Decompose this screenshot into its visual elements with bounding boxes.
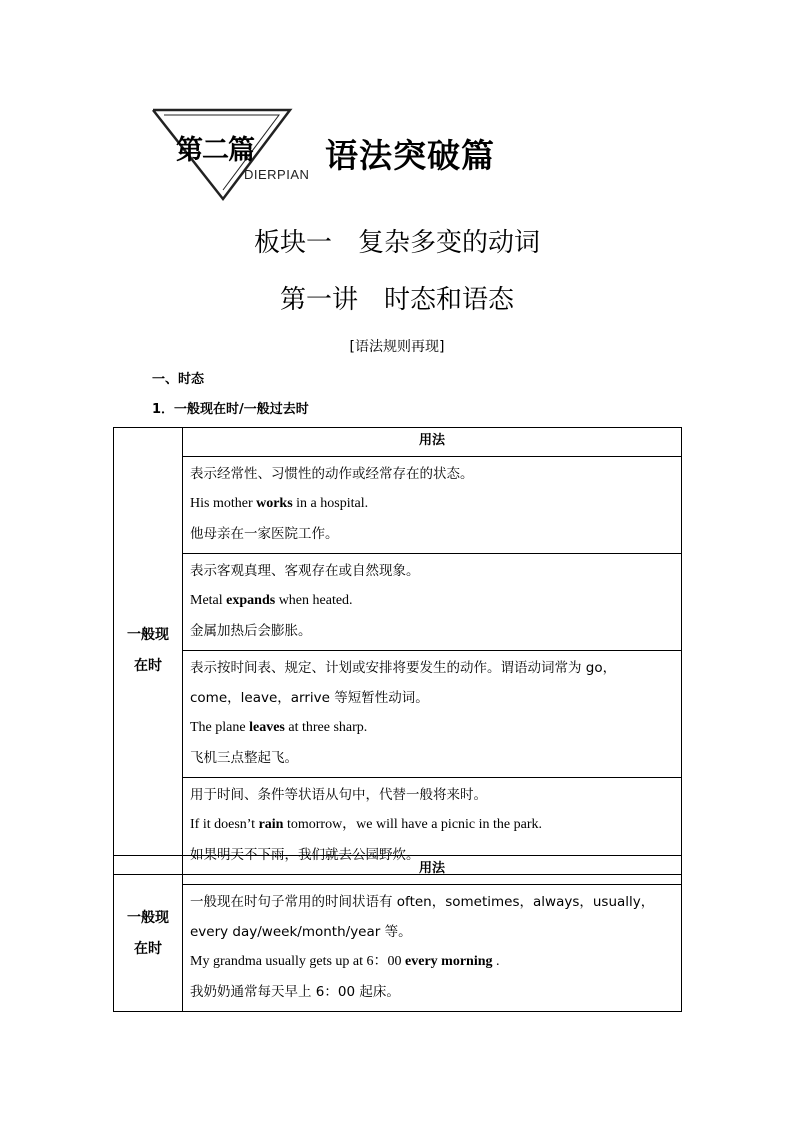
chapter-label: 第二篇	[176, 135, 254, 166]
example-en: His mother works in a hospital.	[190, 496, 369, 511]
rule-text: 用于时间、条件等状语从句中，代替一般将来时。	[190, 787, 487, 803]
usage-table-1	[113, 427, 682, 875]
heading-tense: 一、时态	[152, 372, 205, 387]
rule-text: 表示经常性、习惯性的动作或经常存在的状态。	[190, 466, 474, 482]
example-cn: 他母亲在一家医院工作。	[190, 526, 339, 542]
table-row	[183, 554, 682, 651]
lecture-title: 第一讲 时态和语态	[279, 285, 514, 315]
rule-text: 表示客观真理、客观存在或自然现象。	[190, 563, 420, 579]
table-header: 用法	[183, 428, 682, 457]
example-en: The plane leaves at three sharp.	[190, 720, 368, 735]
example-cn: 金属加热后会膨胀。	[190, 623, 312, 639]
table-side-label: 一般现 在时	[114, 856, 183, 1012]
table-row	[183, 885, 682, 1012]
rules-label: [语法规则再现]	[349, 339, 445, 355]
table-side-label: 一般现 在时	[114, 428, 183, 875]
example-en: Metal expands when heated.	[190, 593, 353, 608]
example-cn: 飞机三点整起飞。	[190, 750, 298, 766]
part-title: 语法突破篇	[325, 136, 495, 175]
section-title: 板块一 复杂多变的动词	[253, 228, 540, 258]
example-cn: 如果明天不下雨，我们就去公园野炊。	[190, 847, 420, 863]
rule-text: 表示按时间表、规定、计划或安排将要发生的动作。谓语动词常为 go，	[190, 660, 617, 676]
example-cn: 我奶奶通常每天早上 6：00 起床。	[190, 984, 400, 1000]
example-en: If it doesn’t rain tomorrow，we will have a picnic in the park.	[190, 817, 543, 832]
rule-text-cont: every day/week/month/year 等。	[190, 924, 412, 940]
table-row	[183, 457, 682, 554]
table-row	[183, 651, 682, 778]
example-en: My grandma usually gets up at 6：00 every morning .	[190, 954, 500, 969]
heading-present-past: 1．一般现在时/一般过去时	[152, 402, 309, 417]
rule-text-cont: come，leave，arrive 等短暂性动词。	[190, 690, 429, 706]
table-header: 用法	[183, 856, 682, 885]
usage-table-2	[113, 855, 682, 1012]
chapter-subtitle: DIERPIAN	[244, 167, 310, 182]
chapter-banner	[150, 106, 550, 206]
rule-text: 一般现在时句子常用的时间状语有 often，sometimes，always，usually，	[190, 894, 655, 910]
